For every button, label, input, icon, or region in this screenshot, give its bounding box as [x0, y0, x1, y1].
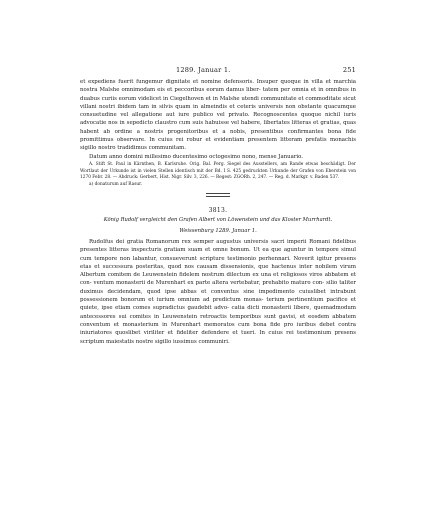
text-line: cuiuslibet intrabunt possessionem bonorum et iurium omnium ad predictum monas- — [80, 288, 356, 304]
document-title: König Rudolf vergleicht den Grafen Albert von Löwenstein und das Kloster Murrhardt. — [103, 216, 333, 223]
text-line: ventum monasterii de Murenhart ex parte altera vertebatur, prehabito maturo con- — [93, 280, 325, 287]
text-line: vel allegatione aut iure publico vel privato. Recognoscentes quoque nichil iuris — [120, 112, 356, 119]
editorial-notes — [80, 162, 356, 188]
text-line: villa et marchia nostra Malshe omnimodam eis et peccoribus eorum damus liber- — [80, 79, 357, 94]
footnote: a) donaturum auf Rasur. — [89, 181, 143, 187]
text-line: nos causam dissensionis, que hactenus inter nobilem virum Albertum comitem de — [80, 263, 356, 279]
datum-line: Datum anno domini millesimo ducentesimo octogesimo nono, mense Januario. — [89, 153, 303, 160]
note-line: 247. — Reg. d. Markgr. v. Baden 537. — [257, 175, 340, 181]
text-line: ea que aguntur in tempore simul cum tempore non labantur, consueverunt scripture — [80, 247, 356, 262]
document-number: 3813. — [208, 206, 228, 214]
text-line: Romani fidelibus presentes litteras inspecturis gratiam suam et omne bonum. Ut — [80, 238, 356, 254]
text-line: in Malshe utendi communitate et commoditate sicut villani nostri ibidem tam in — [80, 95, 356, 110]
text-line: viriliter et fideliter defendere et tueri. In cuius rei testimonium presens scriptum — [80, 330, 356, 345]
text-line: et expediens fuerit fungemur dignitate et nomine defensoris. Insuper quoque in — [80, 79, 309, 85]
text-line: retroactis temporibus sunt gavisi, et eosdem abbatem conventum et monasterium in — [80, 313, 357, 328]
section-divider — [206, 193, 230, 194]
note-line: A. Stift St. Paul in Kärnthen, B. Karlsruhe. Orig. Bal. Perg. Siegel des Ausstellers, am Rande etwas — [89, 161, 319, 167]
text-line: presentem litteram prefatis monachis sigillo nostro tradidimus communitam. — [80, 137, 356, 152]
document-place-date: Weissenburg 1289. Januar 1. — [179, 227, 257, 234]
note-line: der Grafen von Eberstein von 1270 Febr. 28. — Abdruck: Gerbert, Hist. Nigr. Silv. 3, 226. — Regest: ZGORh. 2, — [80, 168, 356, 181]
text-line: testimonio perhennari. Noverit igitur presens etas et successura posteritas, quod — [80, 255, 356, 270]
text-line: silio taliter duximus decidendam, quod ipse abbas et conventus sine impedimento — [80, 280, 357, 295]
source-note — [80, 162, 356, 182]
text-line: confirmantes bona fide promittimus observare. In cuius rei robur et evidentiam — [80, 128, 357, 144]
text-line: et gratias, quas habent ab ordine a nostris progenitoribus et a nobis, presentibus — [80, 120, 356, 135]
previous-document-paragraph — [80, 78, 356, 153]
text-line: Rudolfus dei gratia Romanorum rex semper augustus universis sacri imperii — [89, 238, 307, 245]
document-page — [80, 66, 356, 346]
document-text — [80, 238, 356, 346]
page-number: 251 — [342, 66, 356, 74]
previous-document-text — [80, 78, 356, 161]
running-head-date: 1289. Januar 1. — [176, 66, 231, 74]
text-line: advocatie nos in sepedicto claustro cum suis habuisse vel habere, libertates litteras — [80, 120, 312, 127]
text-line: tatem per omnia et in omnibus in duabus curiis eorum videlicet in Ciegelhoven et — [80, 87, 356, 102]
running-head — [80, 66, 356, 78]
text-line: Murenhart memoratos cum bona fide pro iuribus debet contra iniuriatores quoslibet — [80, 321, 357, 337]
text-line: Leuwenstein fidelem nostrum dilectum ex una et religiosos viros abbatem et con- — [80, 272, 356, 287]
text-line: maiestatis nostre sigillo iussimus communiri. — [106, 338, 230, 345]
text-line: silvis quam in almeindis et ceteris universis non obstante quacumque consuetudine — [80, 103, 356, 119]
document-paragraph — [80, 238, 356, 346]
note-line: beschädigt. Der Wortlaut der Urkunde ist in vielen Stellen identisch mit der Bd. I S. 425 gedruckten Urkunde — [80, 161, 356, 174]
text-line: terium pertinentium pacifice et quiete, ipse etiam comes supradictus gaudebit advo- — [80, 297, 356, 312]
section-divider — [206, 196, 230, 197]
text-line: catia dicti monasterii libere, quemadmodum antecessores sui comites in Leuwenstein — [80, 305, 356, 320]
